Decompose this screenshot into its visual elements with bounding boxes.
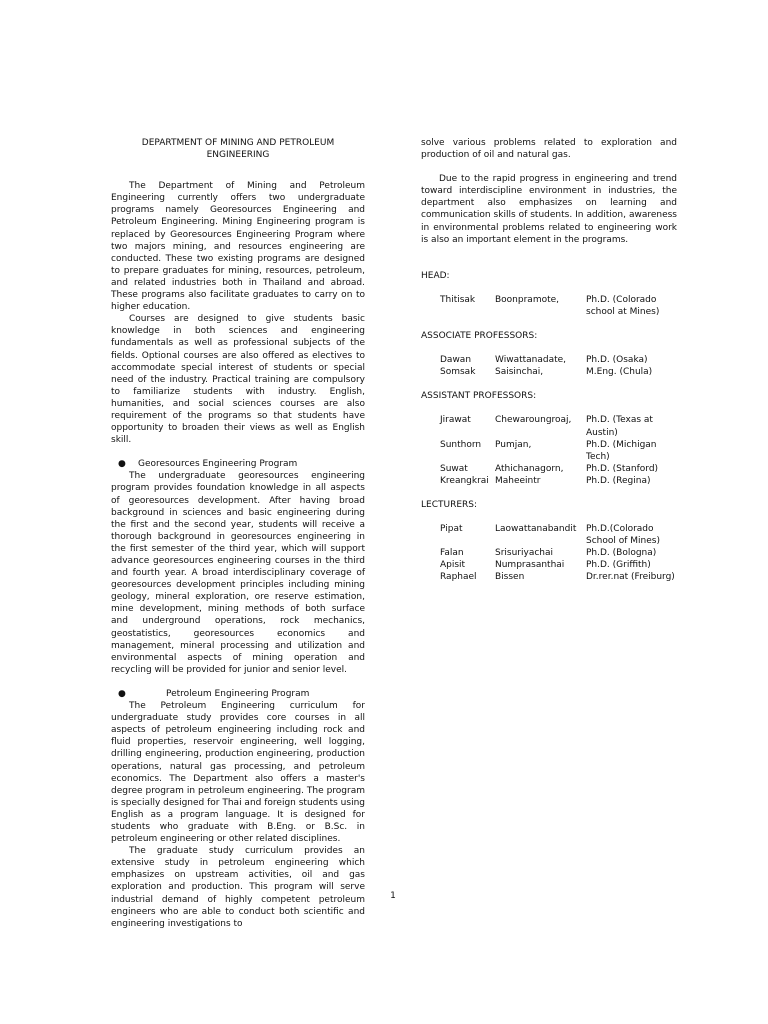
head-label: HEAD: — [421, 270, 450, 281]
staff-row — [421, 475, 677, 487]
staff-degree: Ph.D. (Colorado school at Mines) — [586, 294, 660, 317]
staff-last-name: Chewaroungroaj, — [495, 415, 572, 426]
staff-first-name: Pipat — [440, 524, 463, 535]
staff-last-name: Maheeintr — [495, 475, 541, 486]
staff-last-name: Wiwattanadate, — [495, 355, 567, 366]
staff-first-name: Dawan — [440, 355, 472, 366]
document-title — [111, 137, 365, 161]
staff-degree: Ph.D.(Colorado School of Mines) — [586, 524, 660, 547]
staff-degree: Ph.D. (Osaka) — [586, 355, 648, 366]
staff-first-name: Falan — [440, 548, 464, 559]
georesources-heading — [111, 458, 365, 470]
right-column — [421, 137, 677, 584]
graduate-paragraph: The graduate study curriculum provides an extensive study in petroleum engineering which emphasizes on upstream activities, oil and gas exploration and production. This program will serve industrial demand of highly competent petroleum engineers who are able to conduct both scientific and engineering investigations to — [111, 846, 365, 929]
georesources-heading-text: Georesources Engineering Program — [138, 459, 298, 470]
staff-first-name: Apisit — [440, 560, 466, 571]
continued-paragraph: solve various problems related to exploration and production of oil and natural gas. — [421, 138, 677, 161]
staff-row — [421, 366, 677, 378]
staff-row — [421, 354, 677, 366]
staff-first-name: Suwat — [440, 463, 468, 474]
courses-paragraph: Courses are designed to give students basic knowledge in both sciences and engineering fundamentals as well as professional subjects of the fields. Optional courses are also offered as electives to accommodate special interest of students or special need of the industry. Practical training are compulsory to familiarize students with industry. English, humanities, and social sciences courses are also requirement of the programs so that students have opportunity to broaden their views as well as English skill. — [111, 314, 365, 446]
staff-last-name: Numprasanthai — [495, 560, 565, 571]
staff-last-name: Laowattanabandit — [495, 524, 577, 535]
bullet-icon: ● — [118, 459, 126, 470]
staff-first-name: Somsak — [440, 367, 476, 378]
assistant-label: ASSISTANT PROFESSORS: — [421, 391, 537, 402]
title-line-1: DEPARTMENT OF MINING AND PETROLEUM — [141, 138, 335, 148]
left-column — [111, 137, 365, 930]
staff-degree: Ph.D. (Texas at Austin) — [586, 415, 653, 438]
staff-last-name: Boonpramote, — [495, 294, 560, 305]
staff-first-name: Raphael — [440, 572, 477, 583]
staff-first-name: Kreangkrai — [440, 475, 489, 486]
staff-row — [421, 547, 677, 559]
intro-paragraph: The Department of Mining and Petroleum Engineering currently offers two undergraduate programs namely Georesources Engineering and Petroleum Engineering. Mining Engineering program is replaced by Georesources Engineering Program where two majors mining, and resources engineering are conducted. These two existing programs are designed to prepare graduates for mining, resources, petroleum, and related industries both in Thailand and abroad. These programs also facilitate graduates to carry on to higher education. — [111, 181, 365, 313]
staff-last-name: Athichanagorn, — [495, 463, 564, 474]
staff-row — [421, 294, 677, 318]
progress-paragraph: Due to the rapid progress in engineering and trend toward interdiscipline environment in industries, the department also emphasizes on learning and communication skills of students. In addition, awareness in environmental problems related to engineering work is also an important element in the programs. — [421, 174, 677, 245]
staff-first-name: Jirawat — [440, 415, 471, 426]
staff-row — [421, 414, 677, 438]
staff-first-name: Thitisak — [440, 294, 476, 305]
georesources-paragraph: The undergraduate georesources engineering program provides foundation knowledge in all aspects of georesources development. After having broad background in sciences and basic engineering during the first and the second year, students will receive a thorough background in georesources engineering in the first semester of the third year, which will support advance georesources engineering courses in the third and fourth year. A broad interdisciplinary coverage of georesources development principles including mining geology, mineral exploration, ore reserve estimation, mine development, mining methods of both surface and underground operations, rock mechanics, geostatistics, georesources economics and management, mineral processing and utilization and environmental aspects of mining operation and recycling will be provided for junior and senior level. — [111, 471, 365, 675]
staff-row — [421, 559, 677, 571]
staff-degree: Ph.D. (Michigan Tech) — [586, 439, 657, 462]
title-line-2: ENGINEERING — [206, 150, 270, 161]
staff-degree: Dr.rer.nat (Freiburg) — [586, 572, 675, 583]
staff-last-name: Srisuriyachai — [495, 548, 554, 559]
bullet-icon: ● — [118, 688, 126, 699]
associate-label: ASSOCIATE PROFESSORS: — [421, 331, 538, 342]
staff-last-name: Bissen — [495, 572, 525, 583]
staff-degree: Ph.D. (Stanford) — [586, 463, 659, 474]
staff-last-name: Pumjan, — [495, 439, 532, 450]
staff-row — [421, 439, 677, 463]
petroleum-heading — [111, 688, 365, 700]
staff-row — [421, 571, 677, 583]
staff-degree: Ph.D. (Bologna) — [586, 548, 657, 559]
staff-last-name: Saisinchai, — [495, 367, 544, 378]
staff-degree: Ph.D. (Griffith) — [586, 560, 651, 571]
page-number: 1 — [390, 891, 396, 901]
staff-degree: Ph.D. (Regina) — [586, 475, 651, 486]
petroleum-heading-text: Petroleum Engineering Program — [166, 688, 310, 699]
staff-first-name: Sunthorn — [440, 439, 482, 450]
staff-row — [421, 463, 677, 475]
petroleum-paragraph: The Petroleum Engineering curriculum for undergraduate study provides core courses in all aspects of petroleum engineering including rock and fluid properties, reservoir engineering, well logging, drilling engineering, production engineering, production operations, natural gas processing, and petroleum economics. The Department also offers a master's degree program in petroleum engineering. The program is specially designed for Thai and foreign students using English as a program language. It is designed for students who graduate with B.Eng. or B.Sc. in petroleum engineering or other related disciplines. — [111, 701, 365, 845]
lecturers-label: LECTURERS: — [421, 499, 478, 510]
staff-degree: M.Eng. (Chula) — [586, 367, 653, 378]
staff-row — [421, 523, 677, 547]
